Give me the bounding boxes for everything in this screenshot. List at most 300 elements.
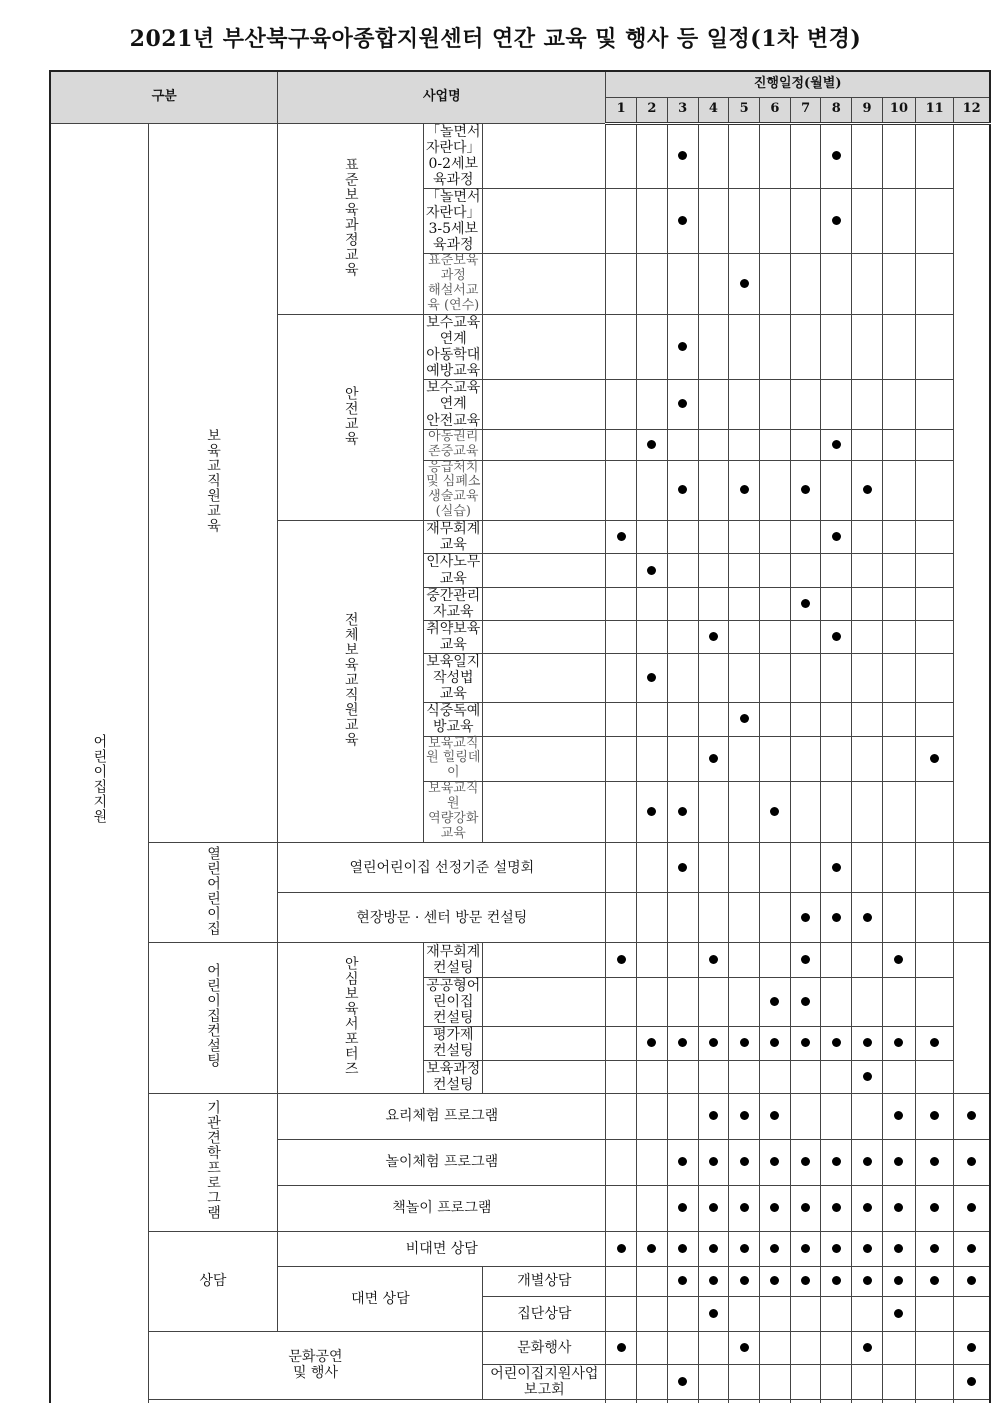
- scheduled-dot: [709, 1038, 718, 1047]
- month-cell: [852, 1364, 883, 1399]
- scheduled-dot: [894, 1203, 903, 1212]
- month-cell: [698, 782, 729, 843]
- scheduled-dot: [709, 1157, 718, 1166]
- month-cell: [606, 1331, 637, 1364]
- month-cell: [637, 943, 668, 978]
- month-cell: [667, 587, 698, 620]
- month-cell: [916, 1139, 954, 1185]
- month-cell: [759, 1331, 790, 1364]
- month-cell: [916, 654, 954, 703]
- month-cell: [790, 1364, 821, 1399]
- month-cell: [852, 254, 883, 315]
- month-cell: [698, 1331, 729, 1364]
- month-cell: [916, 1060, 954, 1093]
- month-cell: [637, 654, 668, 703]
- program-name: [148, 1399, 606, 1403]
- scheduled-dot: [967, 1111, 976, 1120]
- month-cell: [821, 620, 852, 653]
- month-cell: [698, 620, 729, 653]
- month-cell: [852, 1027, 883, 1060]
- month-cell: [916, 1296, 954, 1331]
- month-cell: [852, 893, 883, 943]
- month-cell: [667, 123, 698, 188]
- scheduled-dot: [863, 1203, 872, 1212]
- scheduled-dot: [863, 1244, 872, 1253]
- month-cell: [667, 460, 698, 521]
- month-cell: [916, 703, 954, 736]
- scheduled-dot: [709, 1309, 718, 1318]
- month-cell: [606, 1093, 637, 1139]
- month-cell: [821, 1399, 852, 1403]
- program-name: 아동권리존중교육: [424, 429, 483, 460]
- scheduled-dot: [967, 1244, 976, 1253]
- month-cell: [729, 123, 760, 188]
- scheduled-dot: [832, 913, 841, 922]
- month-cell: [882, 1027, 915, 1060]
- month-cell: [916, 521, 954, 554]
- month-cell: [759, 587, 790, 620]
- month-cell: [606, 893, 637, 943]
- scheduled-dot: [740, 1203, 749, 1212]
- scheduled-dot: [678, 399, 687, 408]
- group-field-trip: [148, 1093, 278, 1231]
- month-cell: [698, 893, 729, 943]
- month-cell: [698, 1139, 729, 1185]
- month-cell: [729, 782, 760, 843]
- month-cell: [606, 1399, 637, 1403]
- scheduled-dot: [770, 807, 779, 816]
- month-cell: [852, 521, 883, 554]
- group-label: 어린이집컨설팅: [204, 963, 221, 1069]
- program-name: 중간관리자교육: [424, 587, 483, 620]
- scheduled-dot: [967, 1276, 976, 1285]
- scheduled-dot: [930, 754, 939, 763]
- month-cell: [667, 315, 698, 380]
- month-cell: [667, 188, 698, 253]
- month-cell: [483, 736, 606, 782]
- schedule-row: [50, 1231, 990, 1266]
- month-cell: [916, 1231, 954, 1266]
- month-cell: [698, 1266, 729, 1296]
- month-cell: [729, 1266, 760, 1296]
- program-name: 「놀면서 자란다」 3-5세보육과정: [424, 188, 483, 253]
- month-cell: [667, 1331, 698, 1364]
- month-cell: [759, 123, 790, 188]
- scheduled-dot: [709, 1276, 718, 1285]
- month-cell: [606, 843, 637, 893]
- month-cell: [729, 1027, 760, 1060]
- scheduled-dot: [770, 1244, 779, 1253]
- month-header: 8: [821, 97, 852, 123]
- scheduled-dot: [678, 342, 687, 351]
- month-cell: [954, 1139, 990, 1185]
- month-cell: [729, 654, 760, 703]
- month-cell: [483, 1027, 606, 1060]
- scheduled-dot: [678, 1038, 687, 1047]
- program-name: 재무회계 컨설팅: [424, 943, 483, 978]
- scheduled-dot: [770, 1157, 779, 1166]
- month-header: 3: [667, 97, 698, 123]
- month-cell: [790, 1331, 821, 1364]
- month-cell: [729, 1364, 760, 1399]
- month-cell: [790, 315, 821, 380]
- month-cell: [637, 1185, 668, 1231]
- month-cell: [483, 521, 606, 554]
- group-label: 어린이집지원: [91, 733, 108, 824]
- month-cell: [759, 315, 790, 380]
- scheduled-dot: [678, 485, 687, 494]
- month-cell: [852, 1399, 883, 1403]
- month-cell: [852, 587, 883, 620]
- schedule-row: [50, 943, 990, 978]
- scheduled-dot: [770, 1276, 779, 1285]
- month-cell: [790, 843, 821, 893]
- month-cell: [821, 1139, 852, 1185]
- month-cell: [790, 736, 821, 782]
- month-cell: [698, 978, 729, 1027]
- month-cell: [729, 587, 760, 620]
- month-cell: [667, 1231, 698, 1266]
- scheduled-dot: [709, 955, 718, 964]
- month-cell: [916, 943, 954, 978]
- month-cell: [759, 1231, 790, 1266]
- month-cell: [759, 380, 790, 429]
- scheduled-dot: [740, 485, 749, 494]
- month-cell: [698, 1296, 729, 1331]
- month-cell: [916, 429, 954, 460]
- month-cell: [852, 654, 883, 703]
- scheduled-dot: [801, 955, 810, 964]
- scheduled-dot: [770, 1111, 779, 1120]
- month-cell: [821, 188, 852, 253]
- month-cell: [483, 254, 606, 315]
- month-header: 7: [790, 97, 821, 123]
- month-cell: [483, 620, 606, 653]
- month-cell: [729, 254, 760, 315]
- month-cell: [852, 736, 883, 782]
- month-cell: [821, 554, 852, 587]
- month-cell: [606, 254, 637, 315]
- group-label: 안심보육서포터즈: [342, 955, 359, 1076]
- month-cell: [759, 620, 790, 653]
- month-cell: [852, 1060, 883, 1093]
- month-cell: [637, 1364, 668, 1399]
- month-cell: [916, 1093, 954, 1139]
- month-cell: [790, 554, 821, 587]
- month-cell: [483, 315, 606, 380]
- program-name: 표준보육과정 해설서교육 (연수): [424, 254, 483, 315]
- scheduled-dot: [930, 1157, 939, 1166]
- group-standard-edu: [278, 123, 424, 315]
- month-cell: [852, 1185, 883, 1231]
- month-cell: [790, 254, 821, 315]
- month-cell: [916, 1399, 954, 1403]
- month-cell: [852, 1266, 883, 1296]
- scheduled-dot: [740, 279, 749, 288]
- month-cell: [821, 123, 852, 188]
- month-cell: [667, 554, 698, 587]
- month-cell: [954, 1399, 990, 1403]
- month-cell: [790, 123, 821, 188]
- month-cell: [698, 380, 729, 429]
- schedule-row: [50, 1331, 990, 1364]
- month-cell: [637, 380, 668, 429]
- month-cell: [759, 736, 790, 782]
- month-cell: [729, 554, 760, 587]
- month-cell: [483, 782, 606, 843]
- month-cell: [790, 380, 821, 429]
- month-cell: [483, 123, 606, 188]
- group-label: 대면 상담: [351, 1290, 410, 1307]
- scheduled-dot: [647, 566, 656, 575]
- month-cell: [790, 1093, 821, 1139]
- month-cell: [882, 843, 915, 893]
- month-cell: [790, 703, 821, 736]
- scheduled-dot: [930, 1203, 939, 1212]
- scheduled-dot: [647, 673, 656, 682]
- group-label: 전체보육교직원교육: [342, 612, 359, 748]
- scheduled-dot: [678, 1244, 687, 1253]
- month-cell: [916, 380, 954, 429]
- month-cell: [729, 188, 760, 253]
- scheduled-dot: [801, 1244, 810, 1253]
- month-cell: [882, 893, 915, 943]
- month-cell: [606, 123, 637, 188]
- month-cell: [954, 1093, 990, 1139]
- scheduled-dot: [863, 1038, 872, 1047]
- group-label: 기관견학프로그램: [204, 1100, 221, 1221]
- month-cell: [698, 1231, 729, 1266]
- scheduled-dot: [709, 1203, 718, 1212]
- month-cell: [637, 843, 668, 893]
- month-cell: [954, 1364, 990, 1399]
- group-safety-edu: [278, 315, 424, 521]
- month-cell: [606, 703, 637, 736]
- month-cell: [882, 1093, 915, 1139]
- scheduled-dot: [770, 1038, 779, 1047]
- month-cell: [882, 1364, 915, 1399]
- program-name: 보수교육연계 안전교육: [424, 380, 483, 429]
- program-name: 재무회계교육: [424, 521, 483, 554]
- group-daycare-support: [50, 123, 148, 1403]
- month-cell: [667, 943, 698, 978]
- month-cell: [852, 188, 883, 253]
- month-cell: [637, 188, 668, 253]
- month-cell: [698, 587, 729, 620]
- month-cell: [759, 1027, 790, 1060]
- month-cell: [729, 1093, 760, 1139]
- month-cell: [821, 1185, 852, 1231]
- month-cell: [882, 587, 915, 620]
- month-cell: [667, 1399, 698, 1403]
- month-cell: [606, 1060, 637, 1093]
- month-cell: [852, 1231, 883, 1266]
- program-name: 문화행사: [483, 1331, 606, 1364]
- month-cell: [790, 1185, 821, 1231]
- scheduled-dot: [647, 1244, 656, 1253]
- month-cell: [667, 620, 698, 653]
- month-cell: [759, 1060, 790, 1093]
- scheduled-dot: [832, 151, 841, 160]
- month-cell: [916, 1027, 954, 1060]
- scheduled-dot: [678, 1276, 687, 1285]
- month-cell: [698, 521, 729, 554]
- scheduled-dot: [770, 1203, 779, 1212]
- month-cell: [759, 429, 790, 460]
- month-cell: [606, 978, 637, 1027]
- month-cell: [637, 1060, 668, 1093]
- month-cell: [882, 429, 915, 460]
- scheduled-dot: [894, 1157, 903, 1166]
- scheduled-dot: [863, 1157, 872, 1166]
- month-cell: [852, 554, 883, 587]
- month-cell: [698, 1399, 729, 1403]
- group-face-counsel: [278, 1266, 483, 1331]
- month-cell: [790, 654, 821, 703]
- month-cell: [483, 380, 606, 429]
- month-cell: [821, 429, 852, 460]
- month-cell: [637, 1399, 668, 1403]
- group-teacher-edu: [148, 123, 278, 843]
- month-cell: [729, 1331, 760, 1364]
- month-cell: [729, 1139, 760, 1185]
- month-cell: [821, 1364, 852, 1399]
- program-name: 비대면 상담: [278, 1231, 606, 1266]
- scheduled-dot: [740, 1276, 749, 1285]
- month-cell: [637, 587, 668, 620]
- month-cell: [916, 554, 954, 587]
- program-name: 보육일지 작성법 교육: [424, 654, 483, 703]
- month-cell: [954, 1331, 990, 1364]
- month-cell: [821, 843, 852, 893]
- month-cell: [637, 1027, 668, 1060]
- month-cell: [916, 123, 954, 188]
- month-cell: [729, 978, 760, 1027]
- scheduled-dot: [863, 1276, 872, 1285]
- month-cell: [852, 123, 883, 188]
- scheduled-dot: [801, 1203, 810, 1212]
- month-header: 11: [916, 97, 954, 123]
- month-cell: [637, 978, 668, 1027]
- month-cell: [821, 1331, 852, 1364]
- month-cell: [821, 254, 852, 315]
- month-cell: [606, 1185, 637, 1231]
- month-cell: [882, 1185, 915, 1231]
- month-cell: [821, 1093, 852, 1139]
- month-cell: [698, 736, 729, 782]
- schedule-row: [50, 123, 990, 188]
- group-label: 안전교육: [342, 385, 359, 446]
- month-cell: [916, 893, 954, 943]
- scheduled-dot: [678, 1203, 687, 1212]
- month-cell: [637, 736, 668, 782]
- month-cell: [667, 782, 698, 843]
- scheduled-dot: [678, 151, 687, 160]
- month-cell: [916, 1364, 954, 1399]
- month-cell: [790, 893, 821, 943]
- month-cell: [882, 1139, 915, 1185]
- month-cell: [483, 943, 606, 978]
- month-cell: [729, 1296, 760, 1331]
- month-cell: [759, 1266, 790, 1296]
- month-cell: [667, 654, 698, 703]
- month-cell: [729, 380, 760, 429]
- month-cell: [483, 188, 606, 253]
- month-cell: [954, 1185, 990, 1231]
- month-cell: [954, 893, 990, 943]
- scheduled-dot: [709, 1244, 718, 1253]
- month-cell: [821, 893, 852, 943]
- month-cell: [729, 460, 760, 521]
- month-cell: [667, 703, 698, 736]
- month-cell: [698, 123, 729, 188]
- scheduled-dot: [801, 485, 810, 494]
- header-category: 구분: [50, 71, 278, 123]
- month-cell: [790, 1266, 821, 1296]
- month-cell: [821, 1266, 852, 1296]
- scheduled-dot: [617, 1244, 626, 1253]
- month-cell: [821, 1296, 852, 1331]
- month-header: 2: [637, 97, 668, 123]
- program-name: 요리체험 프로그램: [278, 1093, 606, 1139]
- month-cell: [790, 1231, 821, 1266]
- month-cell: [882, 380, 915, 429]
- month-cell: [667, 429, 698, 460]
- month-cell: [606, 1231, 637, 1266]
- month-cell: [852, 1093, 883, 1139]
- month-cell: [882, 1399, 915, 1403]
- month-cell: [729, 843, 760, 893]
- scheduled-dot: [863, 485, 872, 494]
- schedule-row: [50, 1093, 990, 1139]
- month-cell: [606, 460, 637, 521]
- month-cell: [729, 703, 760, 736]
- month-cell: [852, 460, 883, 521]
- scheduled-dot: [832, 1038, 841, 1047]
- month-cell: [637, 620, 668, 653]
- scheduled-dot: [894, 1276, 903, 1285]
- month-cell: [667, 1139, 698, 1185]
- month-header: 9: [852, 97, 883, 123]
- month-cell: [882, 620, 915, 653]
- month-cell: [759, 893, 790, 943]
- month-cell: [483, 978, 606, 1027]
- scheduled-dot: [647, 807, 656, 816]
- month-cell: [729, 1231, 760, 1266]
- program-name: 식중독예방교육: [424, 703, 483, 736]
- month-cell: [916, 1331, 954, 1364]
- scheduled-dot: [894, 1038, 903, 1047]
- month-cell: [606, 943, 637, 978]
- month-cell: [759, 1296, 790, 1331]
- month-cell: [916, 254, 954, 315]
- month-cell: [954, 843, 990, 893]
- month-cell: [852, 782, 883, 843]
- month-header: 6: [759, 97, 790, 123]
- scheduled-dot: [863, 1343, 872, 1352]
- scheduled-dot: [930, 1244, 939, 1253]
- month-cell: [606, 521, 637, 554]
- program-name: 「놀면서 자란다」 0-2세보육과정: [424, 123, 483, 188]
- program-name: 어린이집지원사업 보고회: [483, 1364, 606, 1399]
- month-cell: [882, 315, 915, 380]
- month-cell: [637, 429, 668, 460]
- group-counseling: [148, 1231, 278, 1331]
- program-name: 응급처치 및 심폐소생술교육(실습): [424, 460, 483, 521]
- month-cell: [759, 1364, 790, 1399]
- scheduled-dot: [801, 997, 810, 1006]
- scheduled-dot: [832, 1157, 841, 1166]
